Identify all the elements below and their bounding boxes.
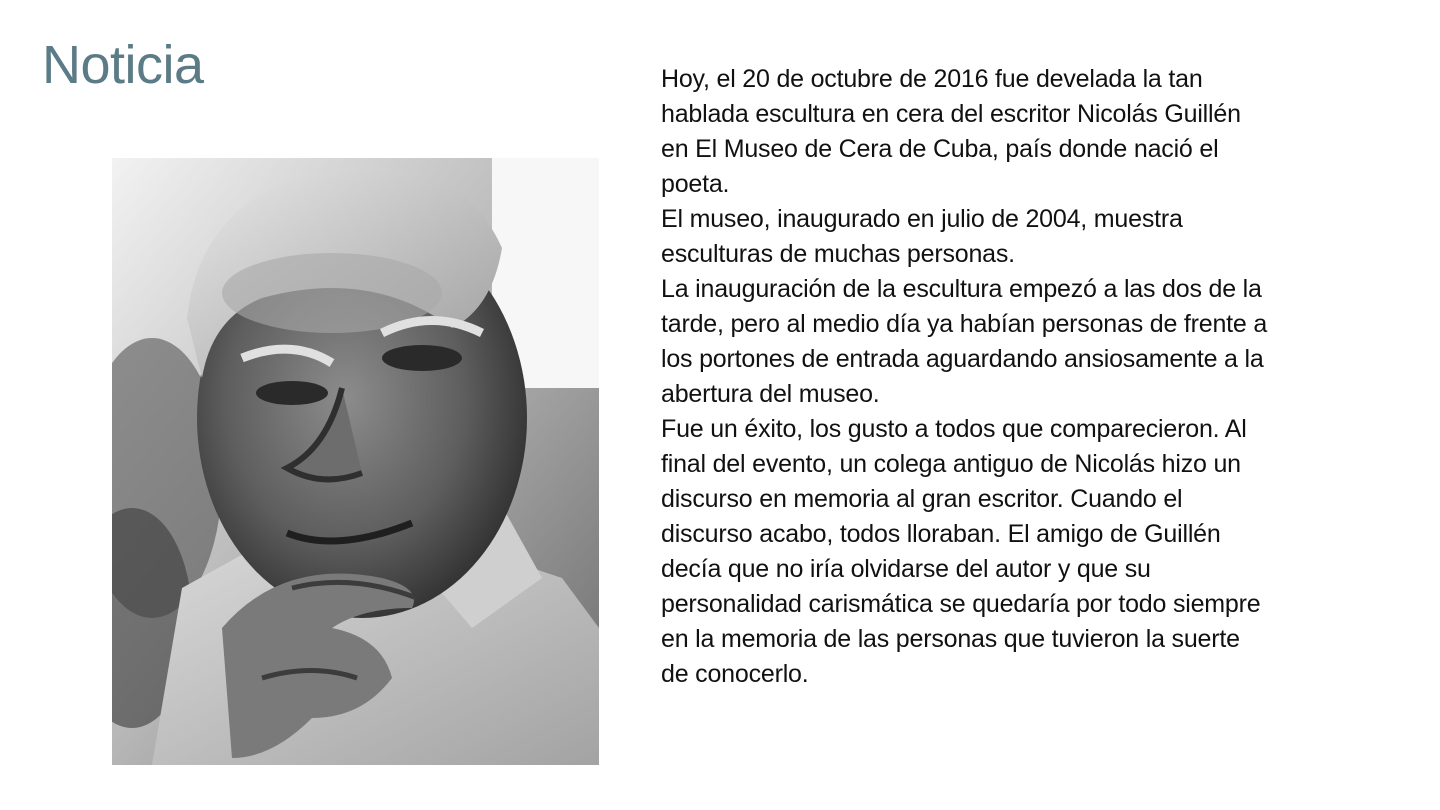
slide-title: Noticia — [42, 35, 204, 95]
article-body — [661, 62, 1271, 692]
article-paragraph: Hoy, el 20 de octubre de 2016 fue develada la tan hablada escultura en cera del escritor Nicolás Guillén en El Museo de Cera de Cuba, país donde nació el poeta. — [661, 65, 1241, 198]
article-paragraph: Fue un éxito, los gusto a todos que comparecieron. Al final del evento, un colega antiguo de Nicolás hizo un discurso en memoria al gran escritor. Cuando el discurso acabo, todos lloraban. El amigo de Guillén decía que no iría olvidarse del autor y que su personalidad carismática se quedaría por todo siempre en la memoria de las personas que tuvieron la suerte de conocerlo. — [661, 415, 1261, 688]
article-paragraph: El museo, inaugurado en julio de 2004, muestra esculturas de muchas personas. — [661, 205, 1183, 268]
portrait-photo — [112, 158, 599, 765]
article-paragraph: La inauguración de la escultura empezó a las dos de la tarde, pero al medio día ya habían personas de frente a los portones de entrada aguardando ansiosamente a la abertura del museo. — [661, 275, 1268, 408]
